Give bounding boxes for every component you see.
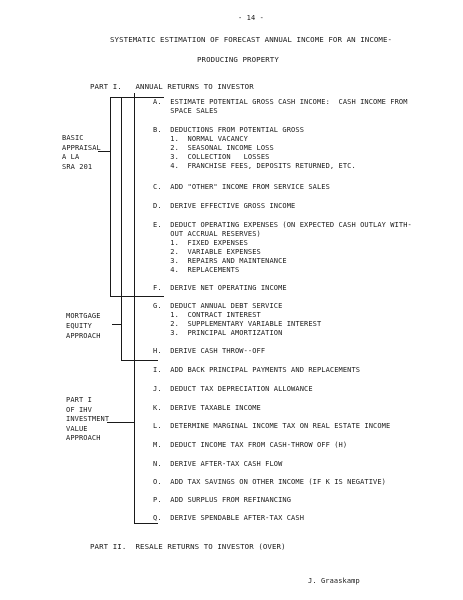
bracket-step-h-rule bbox=[121, 360, 158, 361]
step-f: F. DERIVE NET OPERATING INCOME bbox=[153, 284, 287, 292]
author-signature: J. Graaskamp bbox=[308, 577, 360, 585]
step-c: C. ADD "OTHER" INCOME FROM SERVICE SALES bbox=[153, 183, 330, 191]
step-p: P. ADD SURPLUS FROM REFINANCING bbox=[153, 496, 292, 504]
step-n: N. DERIVE AFTER-TAX CASH FLOW bbox=[153, 460, 283, 468]
bracket-short-vertical bbox=[110, 97, 111, 297]
step-h: H. DERIVE CASH THROW--OFF bbox=[153, 347, 266, 355]
step-i: I. ADD BACK PRINCIPAL PAYMENTS AND REPLACEMENTS bbox=[153, 366, 361, 374]
step-b: B. DEDUCTIONS FROM POTENTIAL GROSS 1. NORMAL VACANCY 2. SEASONAL INCOME LOSS 3. COLLECTION LOSSES 4. FRANCHISE FEES, DEPOSITS RETURNED, ETC. bbox=[153, 126, 356, 170]
step-g: G. DEDUCT ANNUAL DEBT SERVICE 1. CONTRACT INTEREST 2. SUPPLEMENTARY VARIABLE INTEREST 3. PRINCIPAL AMORTIZATION bbox=[153, 302, 322, 337]
step-d: D. DERIVE EFFECTIVE GROSS INCOME bbox=[153, 202, 296, 210]
side-label-mortgage-equity: MORTGAGE EQUITY APPROACH bbox=[66, 312, 101, 340]
step-a: A. ESTIMATE POTENTIAL GROSS CASH INCOME: CASH INCOME FROM SPACE SALES bbox=[153, 98, 408, 115]
bracket-step-f-rule bbox=[110, 296, 164, 297]
side-label-investment-value: PART I OF IHV INVESTMENT VALUE APPROACH bbox=[66, 396, 110, 442]
step-q: Q. DERIVE SPENDABLE AFTER-TAX CASH bbox=[153, 514, 305, 522]
step-j: J. DEDUCT TAX DEPRECIATION ALLOWANCE bbox=[153, 385, 313, 393]
step-m: M. DEDUCT INCOME TAX FROM CASH-THROW OFF (H) bbox=[153, 441, 348, 449]
step-o: O. ADD TAX SAVINGS ON OTHER INCOME (IF K IS NEGATIVE) bbox=[153, 478, 386, 486]
part-two-heading: PART II. RESALE RETURNS TO INVESTOR (OVER) bbox=[90, 542, 286, 551]
bracket-inner-vertical bbox=[121, 97, 122, 361]
step-k: K. DERIVE TAXABLE INCOME bbox=[153, 404, 261, 412]
document-title-continued: PRODUCING PROPERTY bbox=[197, 55, 279, 64]
step-l: L. DETERMINE MARGINAL INCOME TAX ON REAL ESTATE INCOME bbox=[153, 422, 391, 430]
bracket-step-q-rule bbox=[134, 523, 158, 524]
side-label-basic-appraisal: BASIC APPRAISAL A LA SRA 201 bbox=[62, 134, 101, 171]
bracket-outer-vertical bbox=[134, 93, 135, 524]
document-title: SYSTEMATIC ESTIMATION OF FORECAST ANNUAL INCOME FOR AN INCOME- bbox=[110, 35, 393, 44]
bracket-mortgage-tick bbox=[112, 324, 121, 325]
step-e: E. DEDUCT OPERATING EXPENSES (ON EXPECTED CASH OUTLAY WITH- OUT ACCRUAL RESERVES) 1. FIXED EXPENSES 2. VARIABLE EXPENSES 3. REPAIRS AND MAINTENANCE 4. REPLACEMENTS bbox=[153, 221, 412, 274]
part-one-heading: PART I. ANNUAL RETURNS TO INVESTOR bbox=[90, 82, 254, 91]
page-number: - 14 - bbox=[238, 14, 264, 22]
bracket-investment-tick bbox=[107, 422, 134, 423]
